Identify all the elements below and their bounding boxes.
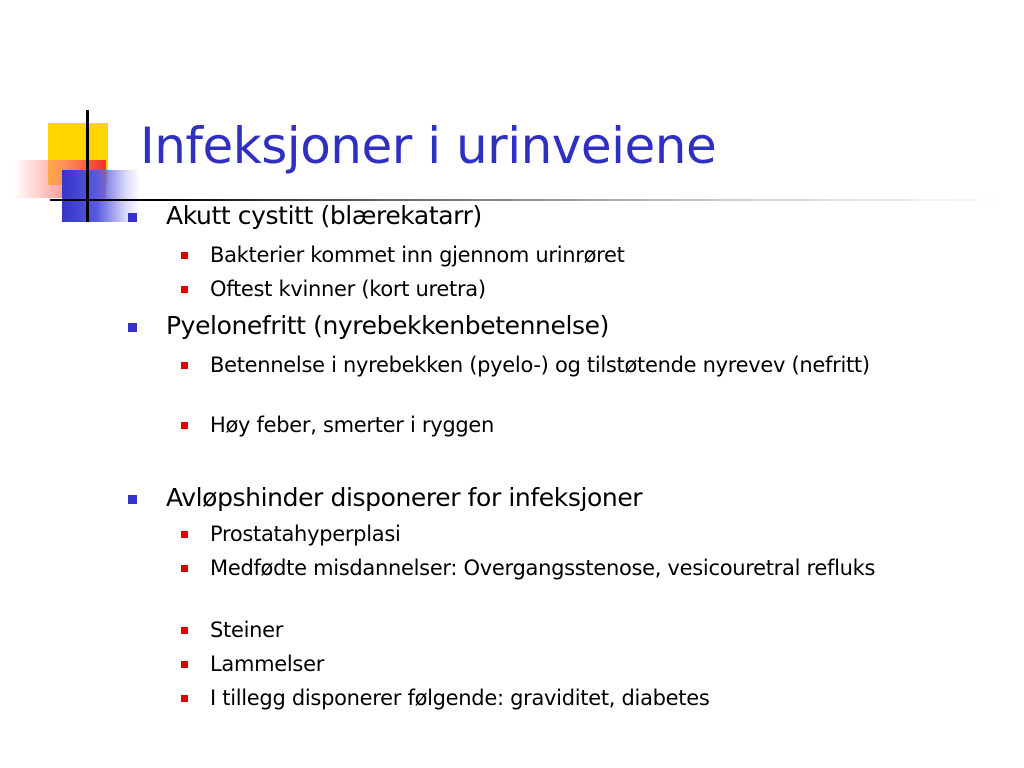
square-bullet-icon <box>181 627 188 634</box>
slide-title: Infeksjoner i urinveiene <box>140 117 717 175</box>
sub-list-item <box>210 413 950 438</box>
square-bullet-icon <box>128 323 137 332</box>
list-item-text: Pyelonefritt (nyrebekkenbetennelse) <box>166 311 609 340</box>
list-item-text: Avløpshinder disponerer for infeksjoner <box>166 483 643 512</box>
sub-list-item <box>210 522 950 547</box>
sub-list-item-text: Medfødte misdannelser: Overgangsstenose, vesicouretral refluks <box>210 556 876 580</box>
sub-list-item-text: Betennelse i nyrebekken (pyelo-) og tilstøtende nyrevev (nefritt) <box>210 353 870 377</box>
square-bullet-icon <box>181 422 188 429</box>
list-item-text: Akutt cystitt (blærekatarr) <box>166 201 482 230</box>
square-bullet-icon <box>181 661 188 668</box>
sub-list-item <box>210 556 950 581</box>
sub-list-item-text: Høy feber, smerter i ryggen <box>210 413 495 437</box>
square-bullet-icon <box>181 286 188 293</box>
sub-list-item-text: I tillegg disponerer følgende: graviditet, diabetes <box>210 686 710 710</box>
square-bullet-icon <box>128 495 137 504</box>
sub-list-item-text: Steiner <box>210 618 284 642</box>
sub-list-item-text: Bakterier kommet inn gjennom urinrøret <box>210 243 625 267</box>
sub-list-item <box>210 353 950 378</box>
square-bullet-icon <box>181 695 188 702</box>
square-bullet-icon <box>181 565 188 572</box>
square-bullet-icon <box>181 362 188 369</box>
sub-list-item-text: Prostatahyperplasi <box>210 522 401 546</box>
sub-list-item <box>210 686 950 711</box>
sub-list-item <box>210 618 950 643</box>
sub-list-item <box>210 277 950 302</box>
sub-list-item-text: Lammelser <box>210 652 325 676</box>
sub-list-item <box>210 652 950 677</box>
list-item <box>166 484 642 512</box>
square-bullet-icon <box>181 531 188 538</box>
sub-list-item <box>210 243 950 268</box>
square-bullet-icon <box>181 252 188 259</box>
list-item <box>166 202 482 230</box>
sub-list-item-text: Oftest kvinner (kort uretra) <box>210 277 486 301</box>
square-bullet-icon <box>128 213 137 222</box>
list-item <box>166 312 609 340</box>
